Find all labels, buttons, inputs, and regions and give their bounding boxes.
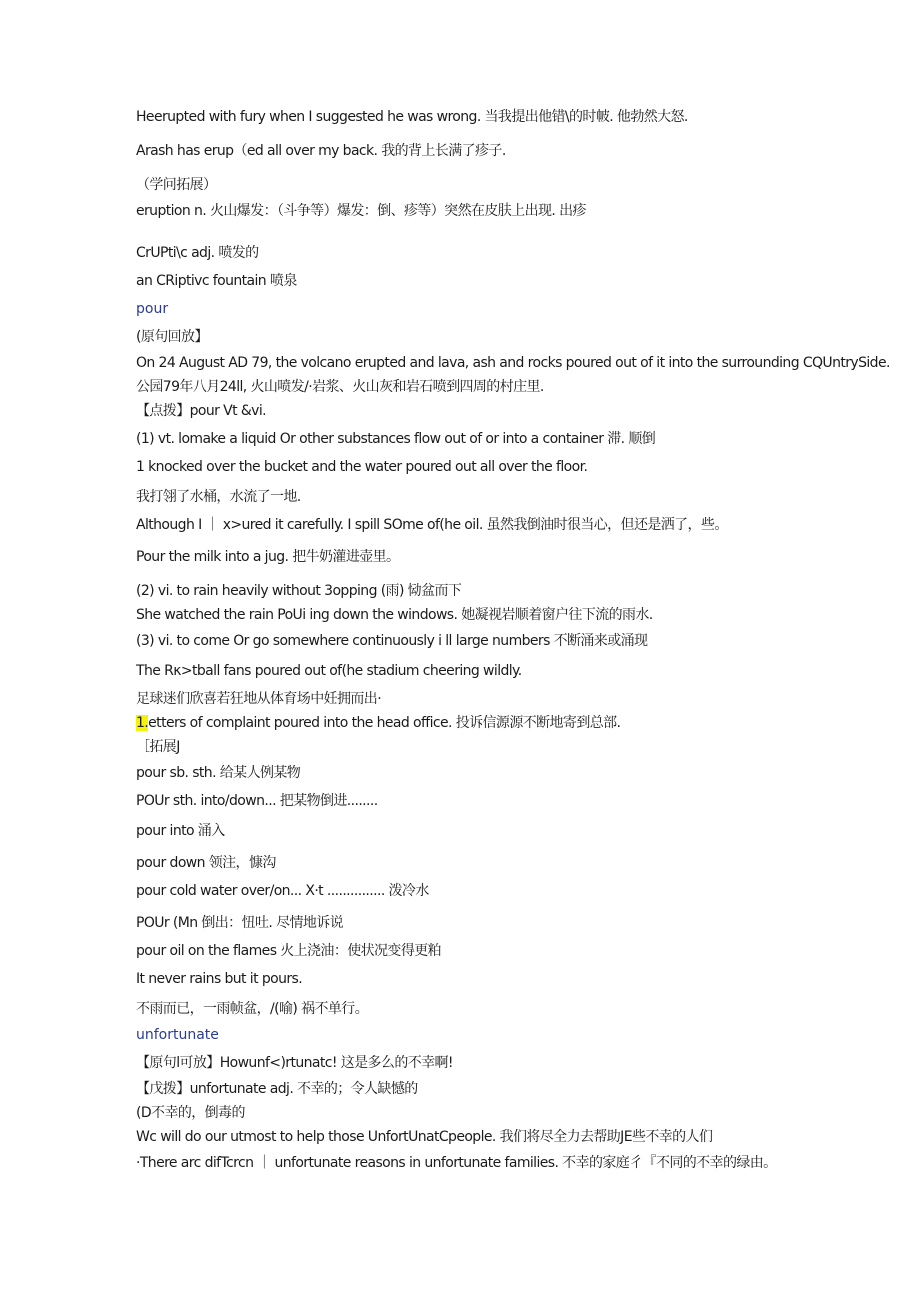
vocabulary-heading: unfortunate [136,1027,219,1043]
translation-line: 足球迷们欣喜若狂地从体育场中妊拥而出· [136,691,382,707]
section-label: 【戊拨】unfortunate adj. 不幸的；令人缺憾的 [136,1081,418,1097]
example-sentence: Arash has erup（ed all over my back. 我的背上长满了疹子. [136,143,506,159]
definition-line: (1) vt. lomake a liquid Or other substances flow out of or into a container 滞. 顺倒 [136,431,656,447]
original-sentence: On 24 August AD 79, the volcano erupted and lava, ash and rocks poured out of it into the surrounding CQUntrySide. [136,355,890,371]
phrase-line: POUr sth. into/down... 把某物倒进........ [136,793,378,809]
definition-line: CrUPti\c adj. 喷发的 [136,245,259,261]
definition-line: (2) vi. to rain heavily without 3opping (雨) 恸盆而下 [136,583,462,599]
translation-line: 我打翎了水桶，水流了一地. [136,489,301,505]
translation-line: 不雨而已，一雨帧盆，/(喻) 祸不单行。 [136,1001,369,1017]
section-label: (原句回放】 [136,329,208,345]
example-phrase: an CRiptivc fountain 喷泉 [136,273,297,289]
example-sentence: Although I ｜ x>ured it carefully. I spill SOme of(he oil. 虽然我倒油时很当心，但还是洒了，些。 [136,517,728,533]
section-label: ［拓展J [136,739,180,755]
section-label: （学问拓展） [136,177,217,193]
definition-line: (3) vi. to come Or go somewhere continuously i ll large numbers 不断涌来或涌现 [136,633,648,649]
example-sentence: Wc will do our utmost to help those UnfortUnatCpeople. 我们将尽全力去帮助JE些不幸的人们 [136,1129,713,1145]
phrase-line: pour oil on the flames 火上浇油：使状况变得更粕 [136,943,442,959]
example-sentence: Heerupted with fury when I suggested he was wrong. 当我提出他错\的时帔. 他勃然大怒. [136,109,688,125]
section-label: 【点拨】pour Vt &vi. [136,403,266,419]
phrase-line: pour down 领注，慷沟 [136,855,276,871]
vocabulary-heading: pour [136,301,169,317]
highlight-marker: 1. [136,715,149,731]
phrase-line: pour cold water over/on... X·t ............... 泼冷水 [136,883,429,899]
definition-line: eruption n. 火山爆发：（斗争等）爆发：倒、疹等）突然在皮肤上出现. 出疹 [136,203,586,219]
translation-line: 公园79年八月24ll, 火山喷发/·岩浆、火山灰和岩石喷到四周的村庄里. [136,379,544,395]
example-sentence [136,714,620,732]
example-text: etters of complaint poured into the head office. 投诉信源源不断地寄到总部. [148,715,621,731]
phrase-line: POUr (Mn 倒出：忸吐. 尽情地诉说 [136,915,344,931]
phrase-line: pour sb. sth. 给某人例某物 [136,765,301,781]
example-sentence: Pour the milk into a jug. 把牛奶灌进壶里。 [136,549,400,565]
definition-line: (D不幸的，倒毒的 [136,1105,245,1121]
proverb-line: It never rains but it pours. [136,971,303,987]
example-sentence: ·There arc difTcrcn ｜ unfortunate reasons in unfortunate families. 不幸的家庭彳『不同的不幸的绿由。 [136,1155,777,1171]
phrase-line: pour into 涌入 [136,823,225,839]
example-sentence: The Rκ>tball fans poured out of(he stadium cheering wildly. [136,663,522,679]
original-sentence: 【原句l可放】Howunf<)rtunatc! 这是多么的不幸啊! [136,1055,453,1071]
example-sentence: 1 knocked over the bucket and the water poured out all over the floor. [136,459,588,475]
example-sentence: She watched the rain PoUi ing down the windows. 她凝视岩顺着窗户往下流的雨水. [136,607,653,623]
